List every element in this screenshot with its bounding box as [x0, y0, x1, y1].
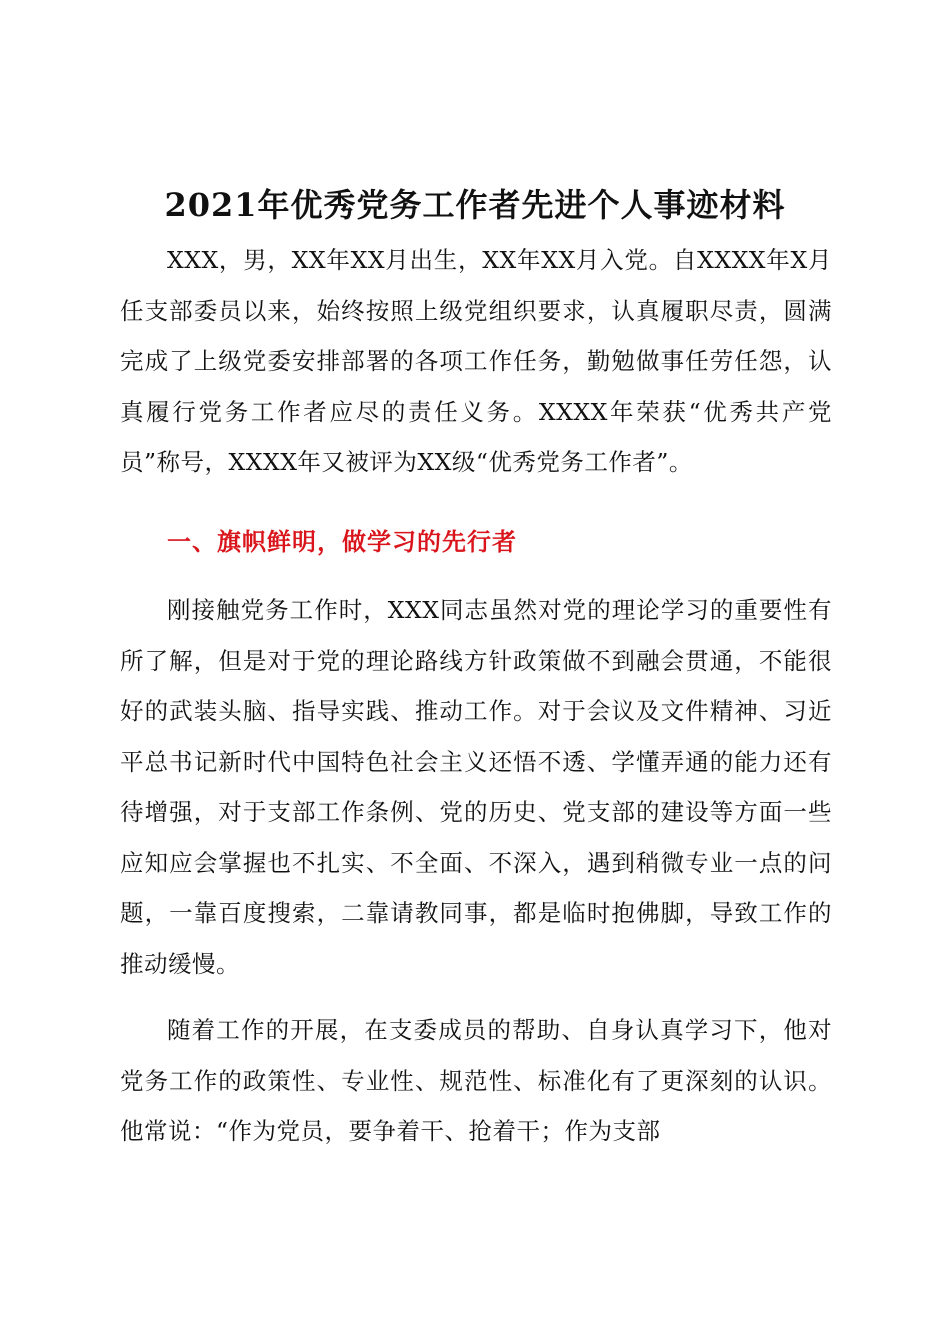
document-title: 2021年优秀党务工作者先进个人事迹材料 — [164, 186, 786, 224]
section-paragraph-2: 随着工作的开展，在支委成员的帮助、自身认真学习下，他对党务工作的政策性、专业性、规范性、标准化有了更深刻的认识。他常说：“作为党员，要争着干、抢着干；作为支部 — [120, 1016, 832, 1145]
intro-paragraph: XXX，男，XX年XX月出生，XX年XX月入党。自XXXX年X月任支部委员以来，始终按照上级党组织要求，认真履职尽责，圆满完成了上级党委安排部署的各项工作任务，勤勉做事任劳任怨，认真履行党务工作者应尽的责任义务。XXXX年荣获“优秀共产党员”称号，XXXX年又被评为XX级“优秀党务工作者”。 — [120, 246, 832, 476]
section-paragraph-1: 刚接触党务工作时，XXX同志虽然对党的理论学习的重要性有所了解，但是对于党的理论路线方针政策做不到融会贯通，不能很好的武装头脑、指导实践、推动工作。对于会议及文件精神、习近平总书记新时代中国特色社会主义还悟不透、学懂弄通的能力还有待增强，对于支部工作条例、党的历史、党支部的建设等方面一些应知应会掌握也不扎实、不全面、不深入，遇到稍微专业一点的问题，一靠百度搜索，二靠请教同事，都是临时抱佛脚，导致工作的推动缓慢。 — [120, 596, 832, 978]
section-heading: 一、旗帜鲜明，做学习的先行者 — [167, 528, 517, 556]
